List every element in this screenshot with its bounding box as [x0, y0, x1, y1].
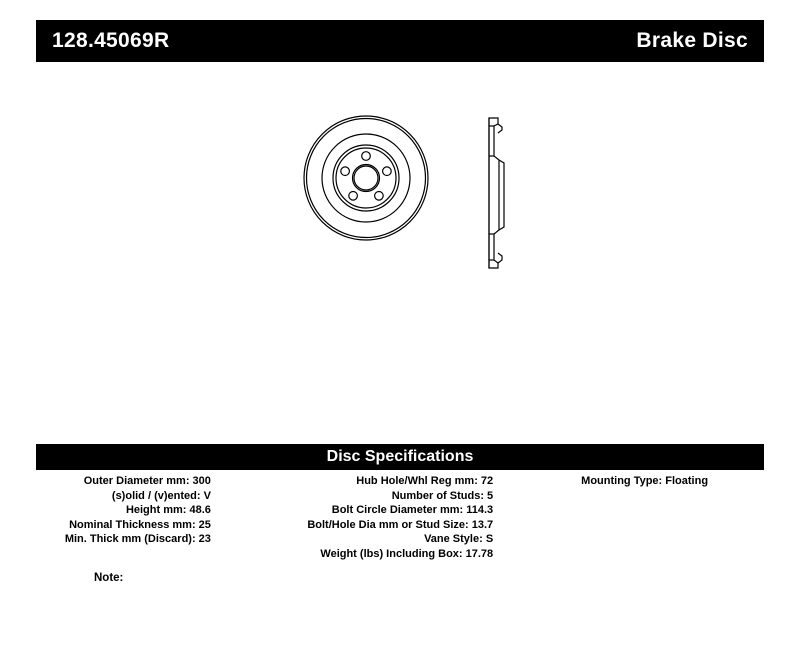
- drawing-area: [36, 75, 764, 425]
- brake-rotor-drawing-icon: [286, 100, 546, 300]
- spec-item: Nominal Thickness mm: 25: [69, 518, 211, 531]
- spec-item: Mounting Type: Floating: [581, 475, 709, 487]
- header-bar: [36, 20, 764, 62]
- part-number: 128.45069R: [52, 29, 170, 52]
- spec-item: Min. Thick mm (Discard): 23: [64, 533, 211, 546]
- specs-section-header: [36, 444, 764, 470]
- spec-item: Bolt Circle Diameter mm: 114.3: [331, 504, 494, 517]
- note-label: Note:: [94, 572, 124, 584]
- specs-column-middle: [215, 474, 497, 562]
- page-title: Brake Disc: [636, 29, 748, 52]
- spec-item: Height mm: 48.6: [125, 504, 211, 517]
- spec-item: Bolt/Hole Dia mm or Stud Size: 13.7: [307, 518, 494, 531]
- specs-column-right: [497, 474, 764, 489]
- spec-item: Weight (lbs) Including Box: 17.78: [320, 547, 494, 560]
- spec-item: Vane Style: S: [424, 533, 494, 546]
- specs-column-left: [36, 474, 215, 547]
- specs-title: Disc Specifications: [326, 448, 474, 465]
- spec-item: Hub Hole/Whl Reg mm: 72: [356, 475, 494, 487]
- spec-item: Outer Diameter mm: 300: [83, 475, 211, 487]
- specs-table: [36, 474, 764, 562]
- spec-item: (s)olid / (v)ented: V: [111, 489, 211, 502]
- spec-item: Number of Studs: 5: [391, 489, 494, 502]
